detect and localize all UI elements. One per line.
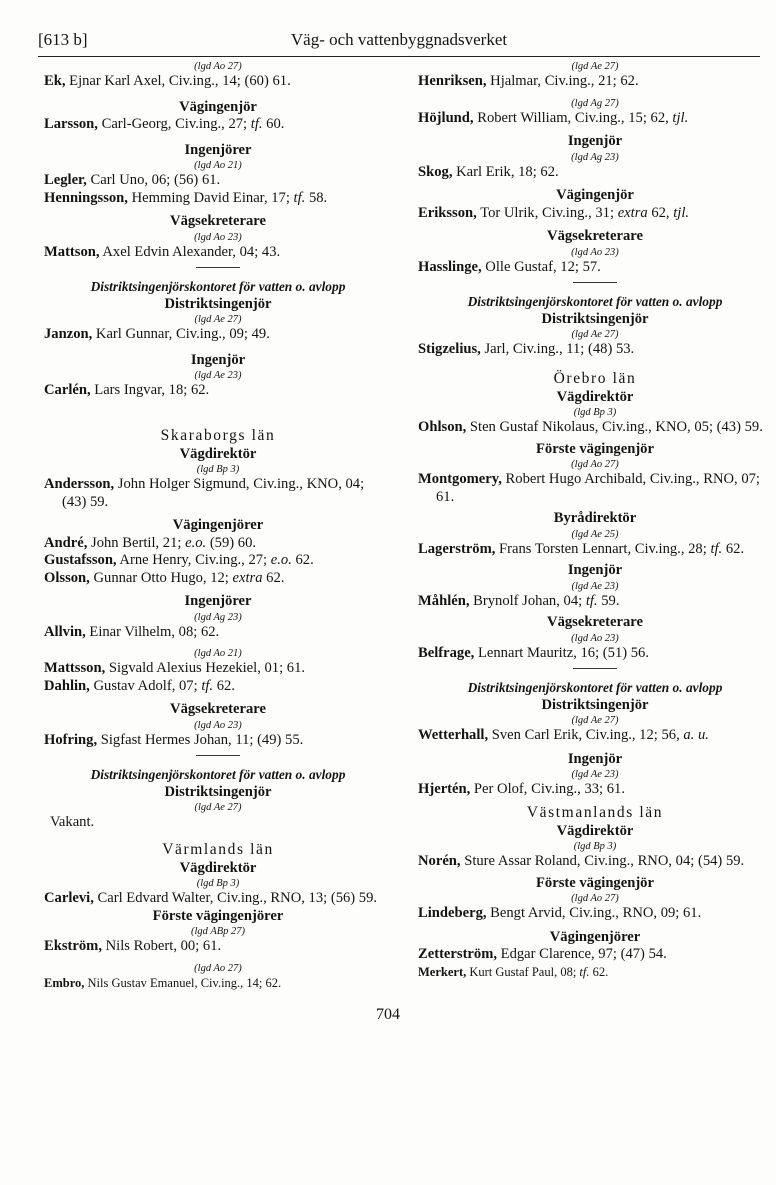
entry: Belfrage, Lennart Mauritz, 16; (51) 56.: [418, 644, 649, 661]
section-heading: Ingenjör: [567, 562, 623, 578]
entry: Zetterström, Edgar Clarence, 97; (47) 54.: [418, 946, 667, 962]
grade-note: (lgd Ao 27): [571, 893, 619, 904]
entry: Eriksson, Tor Ulrik, Civ.ing., 31; extra 62, tjl.: [418, 204, 690, 221]
divider: [573, 668, 617, 669]
entry: Mattson, Axel Edvin Alexander, 04; 43.: [44, 243, 281, 260]
grade-note: (lgd Ao 23): [194, 719, 242, 731]
entry: Höjlund, Robert William, Civ.ing., 15; 62, tjl.: [418, 109, 689, 126]
entry: Ohlson, Sten Gustaf Nikolaus, Civ.ing., KNO, 05; (43) 59.: [418, 419, 763, 435]
grade-note: (lgd Ag 23): [571, 151, 619, 163]
county-heading: Skaraborgs län: [160, 426, 276, 444]
section-heading: Vägingenjörer: [172, 517, 264, 533]
grade-note: (lgd Bp 3): [573, 841, 617, 852]
grade-note: (lgd Ag 23): [194, 611, 242, 623]
section-heading: Vägdirektör: [179, 859, 257, 876]
left-column: [44, 60, 392, 992]
entry: Olsson, Gunnar Otto Hugo, 12; extra 62.: [44, 569, 285, 586]
section-heading: Byrådirektör: [553, 510, 637, 526]
section-heading: Ingenjör: [567, 133, 623, 149]
entry: Allvin, Einar Vilhelm, 08; 62.: [44, 623, 220, 640]
section-heading: Ingenjörer: [184, 593, 252, 609]
grade-note: (lgd Ae 27): [571, 61, 619, 72]
section-heading: Vägsekreterare: [170, 701, 266, 717]
entry: Hasslinge, Olle Gustaf, 12; 57.: [418, 258, 601, 275]
entry: Henningsson, Hemming David Einar, 17; tf. 58.: [44, 189, 328, 206]
grade-note: (lgd Ae 25): [571, 528, 619, 540]
grade-note: (lgd Ae 27): [194, 802, 242, 813]
grade-note: (lgd Bp 3): [573, 407, 617, 418]
county-heading: Värmlands län: [162, 840, 274, 858]
entry: Embro, Nils Gustav Emanuel, Civ.ing., 14; 62.: [44, 975, 282, 990]
entry: Andersson, John Holger Sigmund, Civ.ing., KNO, 04; (43) 59.: [44, 476, 365, 510]
section-heading: Distriktsingenjör: [164, 295, 272, 312]
grade-note: (lgd Ao 27): [194, 61, 242, 72]
entry: Gustafsson, Arne Henry, Civ.ing., 27; e.o. 62.: [44, 552, 314, 568]
page-header: [38, 30, 760, 56]
grade-note: (lgd Ao 23): [571, 246, 619, 258]
page-title: Väg- och vattenbyggnadsverket: [290, 30, 508, 49]
section-heading: Distriktsingenjör: [164, 783, 272, 800]
vacant-entry: Vakant.: [50, 814, 95, 830]
section-heading: Distriktsingenjör: [541, 696, 649, 713]
entry: Ekström, Nils Robert, 00; 61.: [44, 938, 222, 954]
entry: Carlevi, Carl Edvard Walter, Civ.ing., RNO, 13; (56) 59.: [44, 890, 378, 906]
divider: [573, 282, 617, 283]
grade-note: (lgd Ao 21): [194, 648, 242, 659]
grade-note: (lgd Ao 21): [194, 160, 242, 171]
grade-note: (lgd Ae 27): [194, 314, 242, 325]
divider: [196, 755, 240, 756]
entry: Skog, Karl Erik, 18; 62.: [418, 163, 559, 180]
grade-note: (lgd Ae 27): [571, 715, 619, 726]
entry: Mattsson, Sigvald Alexius Hezekiel, 01; 61.: [44, 660, 306, 676]
section-heading: Vägingenjör: [556, 187, 634, 203]
section-heading: Ingenjör: [190, 351, 246, 368]
section-heading: Distriktsingenjör: [541, 310, 649, 327]
grade-note: (lgd Ae 23): [571, 580, 619, 592]
entry: Lindeberg, Bengt Arvid, Civ.ing., RNO, 09; 61.: [418, 905, 702, 921]
grade-note: (lgd ABp 27): [190, 926, 246, 937]
entry: Ek, Ejnar Karl Axel, Civ.ing., 14; (60) 61.: [44, 73, 291, 89]
grade-note: (lgd Ae 23): [571, 769, 619, 780]
county-heading: Örebro län: [553, 369, 637, 387]
entry: André, John Bertil, 21; e.o. (59) 60.: [44, 534, 257, 551]
section-heading: Vägingenjör: [179, 98, 257, 115]
divider: [196, 267, 240, 268]
entry: Hjertén, Per Olof, Civ.ing., 33; 61.: [418, 781, 625, 797]
page-number: 704: [376, 1006, 400, 1023]
entry: Wetterhall, Sven Carl Erik, Civ.ing., 12; 56, a. u.: [418, 727, 709, 743]
entry: Montgomery, Robert Hugo Archibald, Civ.ing., RNO, 07; 61.: [418, 471, 760, 505]
entry: Norén, Sture Assar Roland, Civ.ing., RNO, 04; (54) 59.: [418, 853, 745, 869]
section-heading: Vägsekreterare: [170, 213, 266, 229]
grade-note: (lgd Ao 23): [571, 632, 619, 644]
entry: Merkert, Kurt Gustaf Paul, 08; tf. 62.: [418, 964, 609, 979]
section-heading: Vägsekreterare: [547, 228, 643, 244]
section-heading: Ingenjörer: [184, 141, 252, 158]
section-heading: Förste vägingenjör: [536, 874, 654, 891]
page-reference: [613 b]: [38, 30, 88, 49]
entry: Carlén, Lars Ingvar, 18; 62.: [44, 382, 210, 398]
section-heading: Förste vägingenjör: [536, 440, 654, 457]
section-heading: Vägdirektör: [556, 822, 634, 839]
right-column: [418, 60, 772, 981]
header-rule: [38, 56, 760, 57]
grade-note: (lgd Bp 3): [196, 878, 240, 889]
entry: Hofring, Sigfast Hermes Johan, 11; (49) 55.: [44, 731, 304, 748]
grade-note: (lgd Ao 23): [194, 231, 242, 243]
section-heading: Vägdirektör: [556, 388, 634, 405]
entry: Måhlén, Brynolf Johan, 04; tf. 59.: [418, 592, 620, 609]
section-heading: Vägdirektör: [179, 445, 257, 462]
grade-note: (lgd Ae 23): [194, 370, 242, 381]
section-heading: Vägingenjörer: [549, 928, 641, 945]
grade-note: (lgd Ao 27): [571, 459, 619, 470]
grade-note: (lgd Ae 27): [571, 329, 619, 340]
section-heading: Ingenjör: [567, 750, 623, 767]
grade-note: (lgd Ag 27): [571, 97, 619, 109]
grade-note: (lgd Bp 3): [196, 464, 240, 475]
county-heading: Västmanlands län: [526, 803, 664, 821]
entry: Stigzelius, Jarl, Civ.ing., 11; (48) 53.: [418, 341, 635, 357]
district-office-heading: Distriktsingenjörskontoret för vatten o. avlopp: [467, 680, 723, 695]
entry: Lagerström, Frans Torsten Lennart, Civ.ing., 28; tf. 62.: [418, 540, 745, 557]
district-office-heading: Distriktsingenjörskontoret för vatten o. avlopp: [467, 294, 723, 309]
district-office-heading: Distriktsingenjörskontoret för vatten o. avlopp: [90, 279, 346, 294]
grade-note: (lgd Ao 27): [194, 962, 242, 974]
section-heading: Förste vägingenjörer: [152, 907, 284, 924]
entry: Legler, Carl Uno, 06; (56) 61.: [44, 172, 221, 188]
entry: Dahlin, Gustav Adolf, 07; tf. 62.: [44, 677, 235, 694]
section-heading: Vägsekreterare: [547, 614, 643, 630]
entry: Henriksen, Hjalmar, Civ.ing., 21; 62.: [418, 73, 639, 89]
entry: Larsson, Carl-Georg, Civ.ing., 27; tf. 60.: [44, 116, 285, 132]
district-office-heading: Distriktsingenjörskontoret för vatten o. avlopp: [90, 767, 346, 782]
entry: Janzon, Karl Gunnar, Civ.ing., 09; 49.: [44, 326, 270, 342]
